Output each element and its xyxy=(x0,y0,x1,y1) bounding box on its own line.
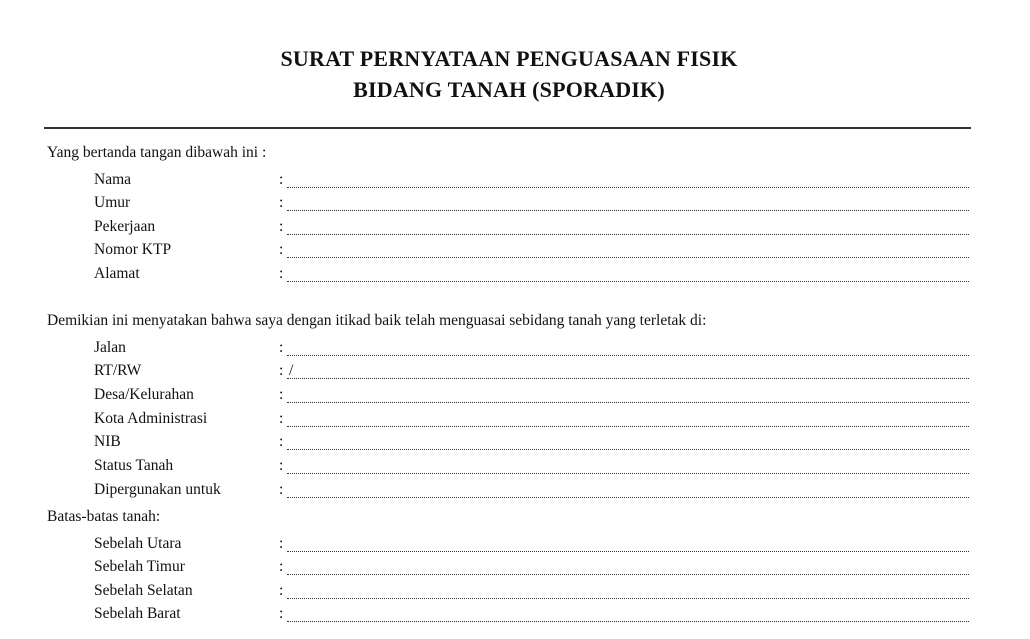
section2-intro: Demikian ini menyatakan bahwa saya dengan itikad baik telah menguasai sebidang tanah yang terletak di: xyxy=(47,312,707,329)
field-row-desa-kelurahan xyxy=(0,386,1030,408)
field-colon: : xyxy=(279,457,284,474)
field-colon: : xyxy=(279,535,284,552)
field-row-sebelah-timur xyxy=(0,558,1030,580)
field-colon: : xyxy=(279,481,284,498)
field-row-sebelah-barat xyxy=(0,605,1030,627)
field-row-sebelah-utara xyxy=(0,535,1030,557)
field-row-sebelah-selatan xyxy=(0,582,1030,604)
field-row-nama xyxy=(0,171,1030,193)
field-colon: : xyxy=(279,265,284,282)
fill-line-pekerjaan[interactable] xyxy=(287,234,969,235)
fill-line-umur[interactable] xyxy=(287,210,969,211)
fill-line-dipergunakan-untuk[interactable] xyxy=(287,497,969,498)
fill-line-sebelah-selatan[interactable] xyxy=(287,598,969,599)
fill-line-nomor-ktp[interactable] xyxy=(287,257,969,258)
field-colon: : xyxy=(279,218,284,235)
field-row-dipergunakan-untuk xyxy=(0,481,1030,503)
section3-intro: Batas-batas tanah: xyxy=(47,508,161,525)
field-label-pekerjaan: Pekerjaan xyxy=(94,218,156,235)
field-label-sebelah-timur: Sebelah Timur xyxy=(94,558,185,575)
fill-line-kota-administrasi[interactable] xyxy=(287,426,969,427)
field-label-jalan: Jalan xyxy=(94,339,126,356)
fill-line-sebelah-timur[interactable] xyxy=(287,574,969,575)
fill-line-jalan[interactable] xyxy=(287,355,969,356)
field-row-nib xyxy=(0,433,1030,455)
field-label-sebelah-utara: Sebelah Utara xyxy=(94,535,182,552)
fill-line-nama[interactable] xyxy=(287,187,969,188)
fill-line-rt-rw[interactable] xyxy=(287,378,969,379)
field-label-dipergunakan-untuk: Dipergunakan untuk xyxy=(94,481,221,498)
field-row-kota-administrasi xyxy=(0,410,1030,432)
document-title-line1: SURAT PERNYATAAN PENGUASAAN FISIK xyxy=(280,46,738,71)
field-colon: : xyxy=(279,558,284,575)
fill-line-status-tanah[interactable] xyxy=(287,473,969,474)
field-row-alamat xyxy=(0,265,1030,287)
field-colon: : xyxy=(279,194,284,211)
field-row-rt-rw xyxy=(0,362,1030,384)
field-row-nomor-ktp xyxy=(0,241,1030,263)
field-colon: : xyxy=(279,410,284,427)
field-label-nib: NIB xyxy=(94,433,121,450)
field-label-rt-rw: RT/RW xyxy=(94,362,142,379)
field-colon: : xyxy=(279,605,284,622)
field-colon: : xyxy=(279,582,284,599)
fill-line-desa-kelurahan[interactable] xyxy=(287,402,969,403)
field-colon: : xyxy=(279,241,284,258)
field-row-pekerjaan xyxy=(0,218,1030,240)
fill-line-sebelah-barat[interactable] xyxy=(287,621,969,622)
field-row-status-tanah xyxy=(0,457,1030,479)
field-label-sebelah-selatan: Sebelah Selatan xyxy=(94,582,193,599)
fill-line-nib[interactable] xyxy=(287,449,969,450)
field-label-alamat: Alamat xyxy=(94,265,140,282)
field-colon: : xyxy=(279,386,284,403)
section1-intro: Yang bertanda tangan dibawah ini : xyxy=(47,144,267,161)
field-colon: : xyxy=(279,433,284,450)
field-colon: : xyxy=(279,362,284,379)
field-row-umur xyxy=(0,194,1030,216)
fill-line-alamat[interactable] xyxy=(287,281,969,282)
fill-line-sebelah-utara[interactable] xyxy=(287,551,969,552)
document-title-line2: BIDANG TANAH (SPORADIK) xyxy=(353,77,665,102)
field-label-desa-kelurahan: Desa/Kelurahan xyxy=(94,386,194,403)
field-label-umur: Umur xyxy=(94,194,131,211)
field-label-sebelah-barat: Sebelah Barat xyxy=(94,605,181,622)
field-label-nomor-ktp: Nomor KTP xyxy=(94,241,172,258)
field-label-kota-administrasi: Kota Administrasi xyxy=(94,410,208,427)
field-colon: : xyxy=(279,339,284,356)
field-label-nama: Nama xyxy=(94,171,132,188)
field-label-status-tanah: Status Tanah xyxy=(94,457,174,474)
field-value-rt-rw[interactable]: / xyxy=(289,362,294,379)
field-colon: : xyxy=(279,171,284,188)
field-row-jalan xyxy=(0,339,1030,361)
header-divider xyxy=(44,127,971,129)
